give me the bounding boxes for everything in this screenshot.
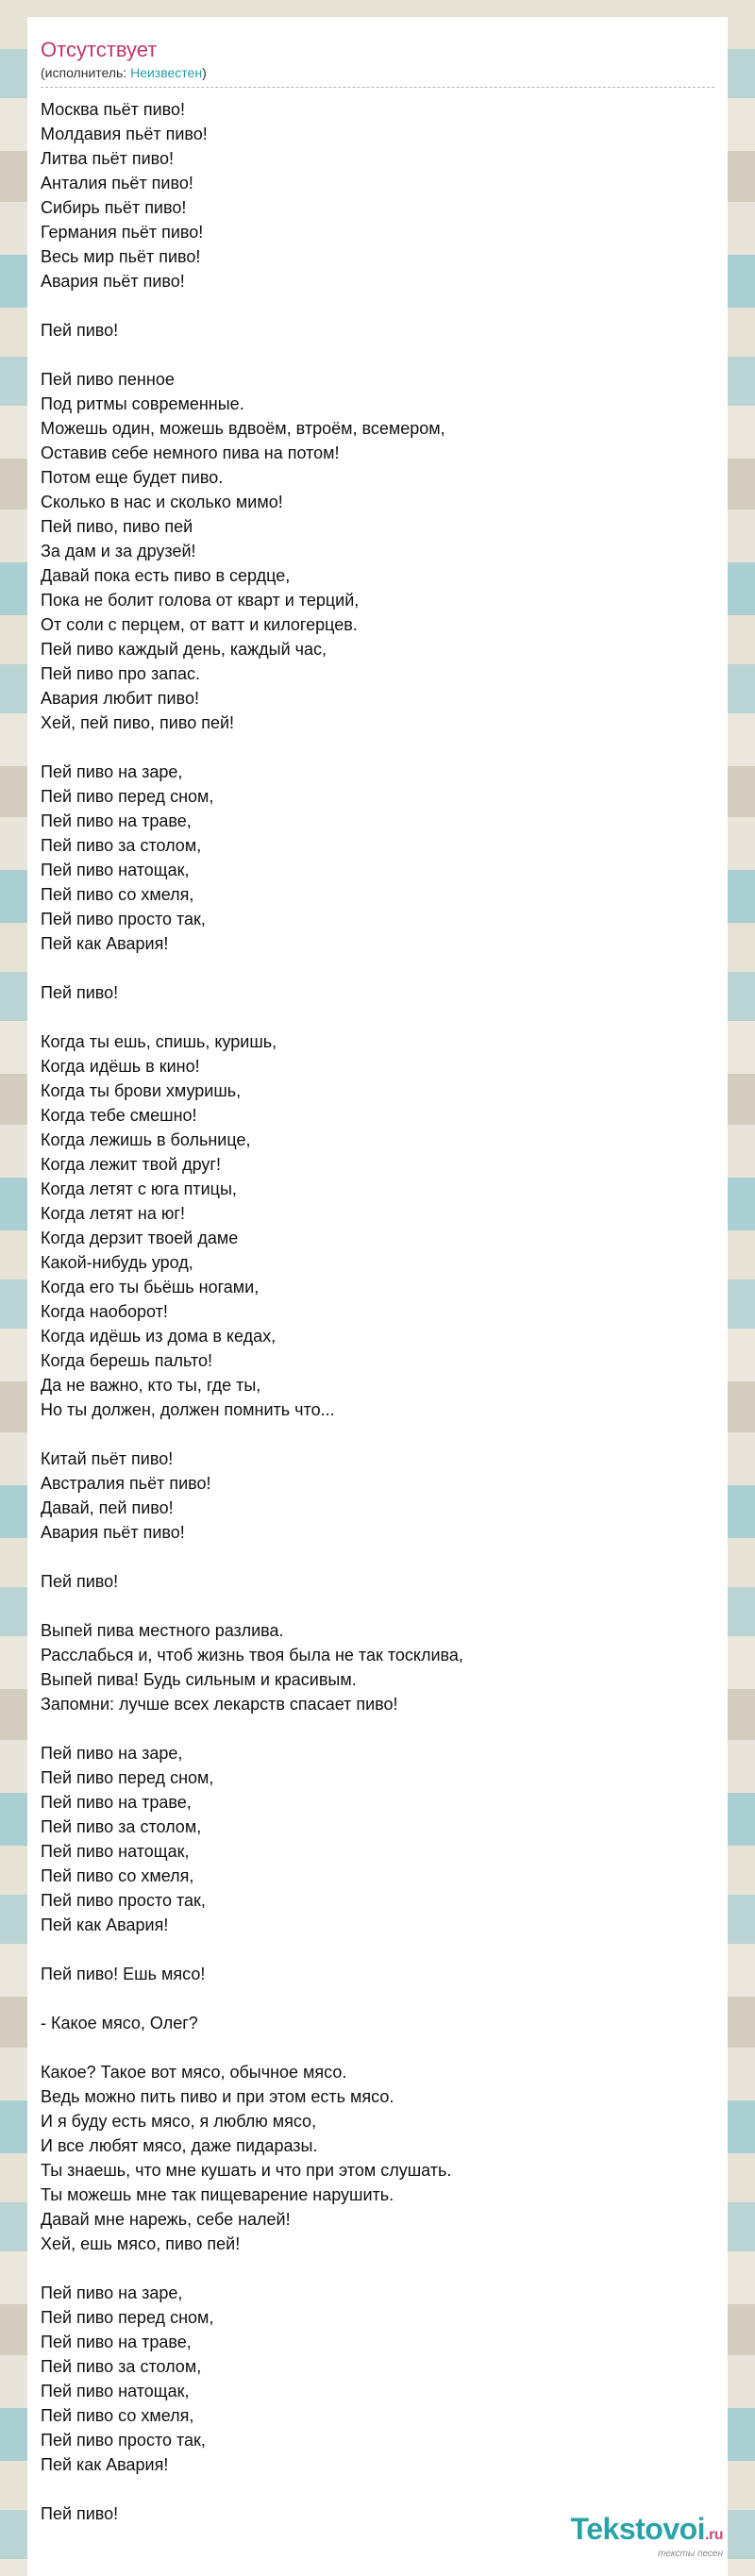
lyric-line: Расслабься и, чтоб жизнь твоя была не так тосклива, [41,1646,463,1664]
lyric-line: Когда лежишь в больнице, [41,1130,251,1149]
lyric-line: Германия пьёт пиво! [41,223,204,242]
lyric-line: И я буду есть мясо, я люблю мясо, [41,2112,317,2131]
blank-line [41,1545,714,1569]
lyric-line: Можешь один, можешь вдвоём, втроём, всемером, [41,419,445,438]
lyric-line: Пей пиво перед сном, [41,787,214,806]
lyric-line: Какой-нибудь урод, [41,1253,193,1272]
lyric-line: Пей пиво каждый день, каждый час, [41,640,327,659]
lyric-line: Пей пиво за столом, [41,2357,202,2376]
lyric-line: Хей, ешь мясо, пиво пей! [41,2234,241,2253]
lyric-line: Пей пиво за столом, [41,836,202,855]
lyric-line: Авария пьёт пиво! [41,1523,185,1542]
lyric-line: Пей пиво просто так, [41,2431,206,2450]
lyric-line: За дам и за друзей! [41,542,196,560]
lyric-line: Пей пиво на заре, [41,2283,183,2302]
lyric-line: Пей пиво натощак, [41,1842,190,1861]
lyric-line: Потом еще будет пиво. [41,468,224,487]
lyric-line: Литва пьёт пиво! [41,149,175,168]
blank-line [41,2035,714,2060]
lyric-line: Авария пьёт пиво! [41,272,185,291]
lyric-line: Пей пиво! Ешь мясо! [41,1965,206,1983]
lyric-line: Весь мир пьёт пиво! [41,247,201,266]
blank-line [41,735,714,760]
lyric-line: Когда ты ешь, спишь, куришь, [41,1032,277,1051]
lyric-line: Давай мне нарежь, себе налей! [41,2210,291,2229]
lyric-line: Когда ты брови хмуришь, [41,1081,242,1100]
lyric-line: Оставив себе немного пива на потом! [41,443,340,462]
lyric-line: Пей пиво со хмеля, [41,2406,194,2425]
artist-line [41,64,714,88]
logo-name: Tekstovoi [570,2512,706,2546]
blank-line [41,343,714,367]
lyric-line: Какое? Такое вот мясо, обычное мясо. [41,2063,347,2082]
lyric-line: Ты знаешь, что мне кушать и что при этом слушать. [41,2161,452,2180]
lyric-line: Когда летят с юга птицы, [41,1179,237,1198]
lyric-line: Австралия пьёт пиво! [41,1474,211,1493]
lyric-line: Когда идёшь из дома в кедах, [41,1327,277,1346]
blank-line [41,293,714,318]
lyric-line: Авария любит пиво! [41,689,199,708]
lyric-line: Пей пиво про запас. [41,664,200,683]
blank-line [41,1005,714,1029]
song-title: Отсутствует [41,38,158,61]
lyric-line: Когда идёшь в кино! [41,1057,200,1076]
lyric-line: Ты можешь мне так пищеварение нарушить. [41,2185,394,2204]
lyric-line: Пей пиво! [41,983,119,1002]
lyric-line: Пей пиво со хмеля, [41,885,194,904]
lyric-line: Выпей пива местного разлива. [41,1621,284,1640]
lyric-line: Анталия пьёт пиво! [41,174,193,192]
blank-line [41,1716,714,1741]
lyric-line: Пей пиво на траве, [41,811,192,830]
lyric-line: Пей пиво на траве, [41,2333,192,2351]
blank-line [41,2477,714,2501]
lyric-line: Пей пиво! [41,2504,119,2523]
lyric-line: Пей пиво! [41,1572,119,1591]
blank-line [41,1937,714,1962]
lyric-line: Давай пока есть пиво в сердце, [41,566,291,585]
lyric-line: Под ритмы современные. [41,394,244,413]
lyric-line: Пей пиво на траве, [41,1793,192,1812]
lyric-line: Да не важно, кто ты, где ты, [41,1376,261,1395]
lyric-line: Пей пиво за столом, [41,1817,202,1836]
lyric-line: Пей пиво со хмеля, [41,1866,194,1885]
lyric-line: Когда его ты бьёшь ногами, [41,1278,260,1296]
lyric-line: Ведь можно пить пиво и при этом есть мясо. [41,2087,394,2106]
lyric-line: Когда берешь пальто! [41,1351,213,1370]
blank-line [41,1594,714,1618]
blank-line [41,2256,714,2281]
lyric-line: Пей пиво пенное [41,370,175,389]
lyric-line: Пей пиво натощак, [41,2382,190,2400]
lyric-line: Сколько в нас и сколько мимо! [41,493,283,511]
artist-suffix: ) [202,65,207,80]
lyric-line: От соли с перцем, от ватт и килогерцев. [41,615,358,634]
lyric-line: Сибирь пьёт пиво! [41,198,187,217]
blank-line [41,1986,714,2011]
logo-tld: .ru [705,2527,723,2543]
lyric-line: Пей как Авария! [41,2455,169,2474]
lyric-line: Пей пиво перед сном, [41,2308,214,2327]
lyric-line: Хей, пей пиво, пиво пей! [41,713,235,732]
lyric-line: Выпей пива! Будь сильным и красивым. [41,1670,357,1689]
lyric-line: Москва пьёт пиво! [41,100,186,119]
lyric-line: Когда наоборот! [41,1302,168,1321]
lyric-line: Пей пиво просто так, [41,910,206,928]
lyric-line: Давай, пей пиво! [41,1498,174,1517]
lyric-line: Когда лежит твой друг! [41,1155,221,1174]
lyric-line: Молдавия пьёт пиво! [41,125,208,143]
lyric-line: Пей как Авария! [41,1915,169,1934]
lyric-line: Пей как Авария! [41,934,169,953]
lyric-line: Китай пьёт пиво! [41,1449,174,1468]
lyric-line: Пей пиво! [41,321,119,340]
logo-wordmark [571,2513,723,2551]
lyric-line: Запомни: лучше всех лекарств спасает пиво! [41,1695,398,1714]
lyric-line: Пей пиво на заре, [41,1744,183,1763]
lyric-line: Пей пиво натощак, [41,861,190,879]
lyric-line: И все любят мясо, даже пидаразы. [41,2136,318,2155]
lyric-line: Но ты должен, должен помнить что... [41,1400,335,1419]
lyric-line: Пей пиво просто так, [41,1891,206,1910]
lyric-line: Пей пиво на заре, [41,762,183,781]
blank-line [41,956,714,980]
lyric-line: Пей пиво, пиво пей [41,517,193,536]
site-logo[interactable] [571,2513,723,2559]
lyric-line: Пей пиво перед сном, [41,1768,214,1787]
artist-link[interactable]: Неизвестен [130,65,203,80]
lyric-line: Пока не болит голова от кварт и терций, [41,591,360,610]
blank-line [41,1422,714,1447]
logo-tagline: тексты песен [658,2549,723,2559]
lyric-line: - Какое мясо, Олег? [41,2014,198,2032]
artist-prefix: (исполнитель: [41,65,131,80]
lyric-line: Когда летят на юг! [41,1204,185,1223]
lyrics-card [27,17,728,2576]
lyrics-body [41,97,714,2526]
lyric-line: Когда тебе смешно! [41,1106,197,1125]
lyric-line: Когда дерзит твоей даме [41,1229,239,1247]
